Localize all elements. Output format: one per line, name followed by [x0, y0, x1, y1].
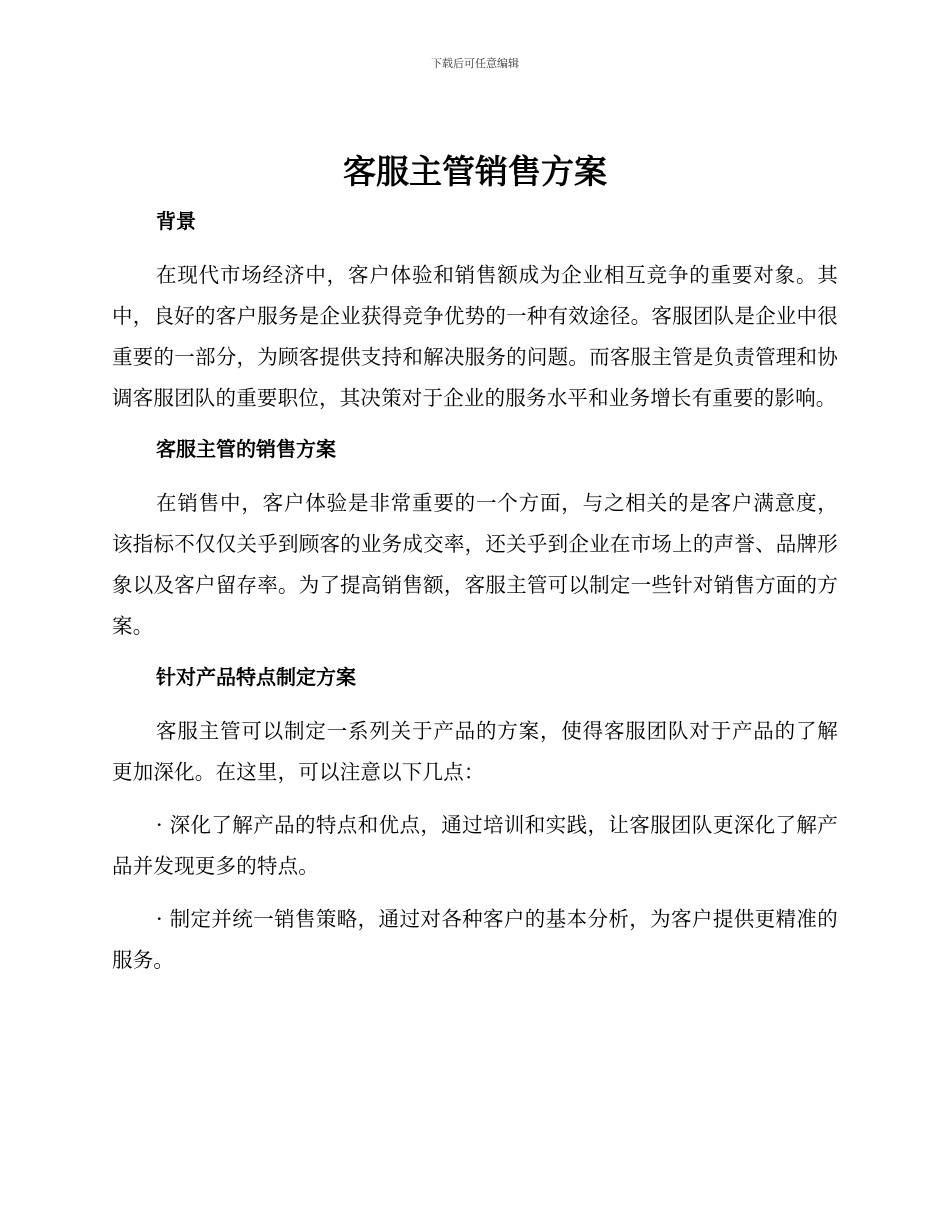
section-background [112, 203, 838, 419]
document-body [112, 203, 838, 993]
body-paragraph: 在销售中，客户体验是非常重要的一个方面，与之相关的是客户满意度，该指标不仅仅关乎到顾客的业务成交率，还关乎到企业在市场上的声誉、品牌形象以及客户留存率。为了提高销售额，客服主管可以制定一些针对销售方面的方案。 [112, 491, 838, 638]
page-header-note: 下载后可任意编辑 [431, 57, 519, 70]
bullet-item: · 制定并统一销售策略，通过对各种客户的基本分析，为客户提供更精准的服务。 [112, 907, 838, 972]
section-heading: 背景 [156, 209, 196, 233]
section-heading: 针对产品特点制定方案 [156, 665, 356, 689]
section-heading: 客服主管的销售方案 [156, 437, 336, 461]
section-sales-plan [112, 431, 838, 647]
bullet-item: · 深化了解产品的特点和优点，通过培训和实践，让客服团队更深化了解产品并发现更多的特点。 [112, 813, 838, 878]
section-product-plan [112, 659, 838, 981]
document-title: 客服主管销售方案 [343, 152, 607, 191]
body-paragraph: 在现代市场经济中，客户体验和销售额成为企业相互竞争的重要对象。其中，良好的客户服务是企业获得竞争优势的一种有效途径。客服团队是企业中很重要的一部分，为顾客提供支持和解决服务的问题。而客服主管是负责管理和协调客服团队的重要职位，其决策对于企业的服务水平和业务增长有重要的影响。 [112, 263, 838, 410]
body-paragraph: 客服主管可以制定一系列关于产品的方案，使得客服团队对于产品的了解更加深化。在这里，可以注意以下几点： [112, 719, 838, 784]
